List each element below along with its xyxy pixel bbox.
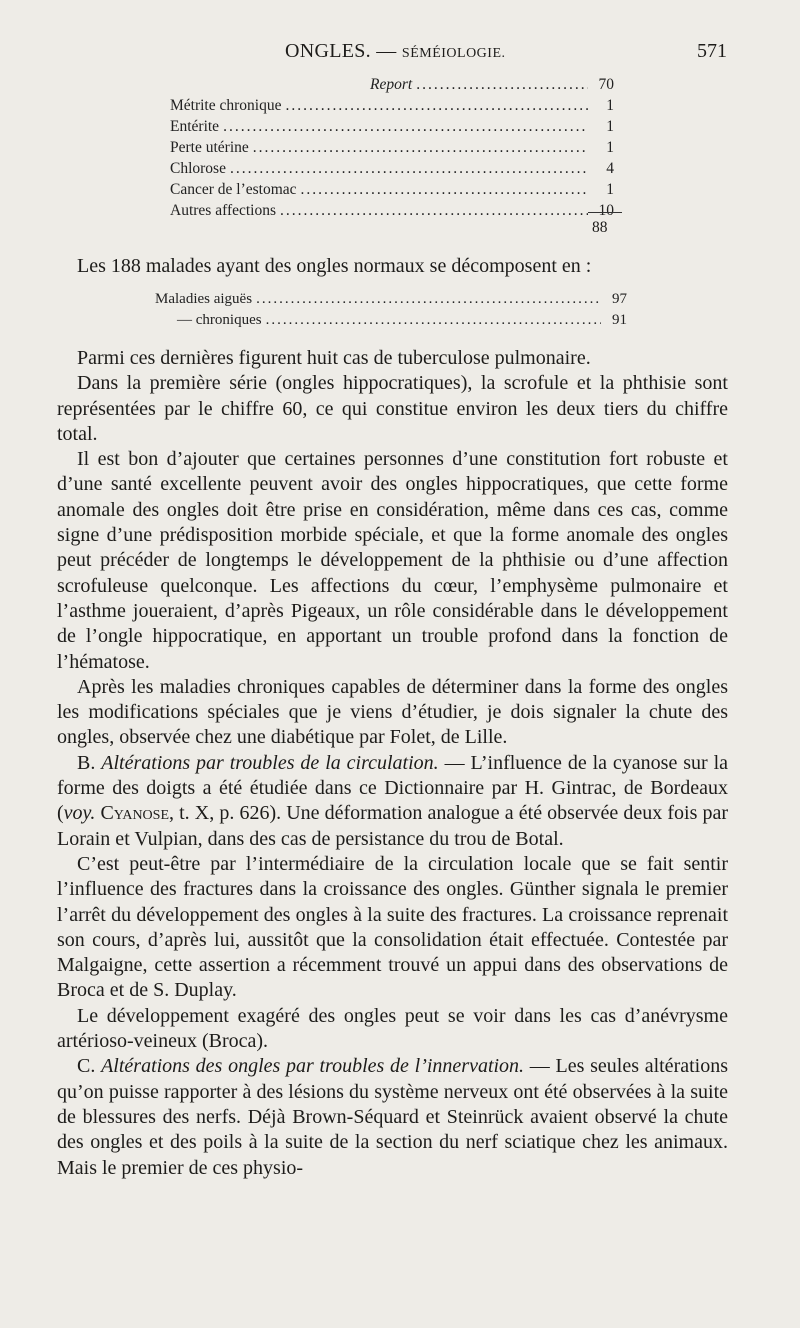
table-row: Entérite ..... 1 xyxy=(170,118,614,139)
sum-rule xyxy=(588,212,622,213)
paragraph: Le développement exagéré des ongles peut se voir dans les cas d’anévrysme artérioso-veineux (Broca). xyxy=(57,1004,728,1053)
section-b-title: Altérations par troubles de la circulation. xyxy=(101,751,439,774)
statistics-table-2 xyxy=(155,291,627,333)
table-row: Cancer de l’estomac ..... 1 xyxy=(170,181,614,202)
paragraph: C’est peut-être par l’intermédiaire de la circulation locale que se fait sentir l’influence des fractures dans la croissance des ongles. Günther signala le premier l’arrêt du développement des ongles à la suite des fractures. La croissance reprenait son cours, d’après lui, aussitôt que la consolidation était effectuée. Contestée par Malgaigne, cette assertion a récemment trouvé un appui dans des observations de Broca et de S. Duplay. xyxy=(57,852,728,1002)
section-c-paragraph: C. Altérations des ongles par troubles de l’innervation. — Les seules altérations qu’on puisse rapporter à des lésions du système nerveux ont été observées à la suite de blessures des nerfs. Déjà Brown-Séquard et Steinrück avaient observé la chute des ongles et des poils à la suite de la section du nerf sciatique chez les animaux. Mais le premier de ces physio- xyxy=(57,1055,728,1179)
intro-line: Les 188 malades ayant des ongles normaux se décomposent en : xyxy=(77,255,592,277)
paragraph: Après les maladies chroniques capables de déterminer dans la forme des ongles les modifications spéciales que je viens d’étudier, je dois signaler la chute des ongles, observée chez une diabétique par Folet, de Lille. xyxy=(57,675,728,749)
section-b-paragraph: B. Altérations par troubles de la circulation. — L’influence de la cyanose sur la forme des doigts a été étudiée dans ce Dictionnaire par H. Gintrac, de Bordeaux (voy. Cyanose, t. X, p. 626). Une déformation analogue a été observée deux fois par Lorain et Vulpian, dans des cas de persistance du trou de Botal. xyxy=(57,751,729,850)
page-number: 571 xyxy=(697,40,727,62)
table-row: Perte utérine ..... 1 xyxy=(170,139,614,160)
table-row: Chlorose ..... 4 xyxy=(170,160,614,181)
running-title: ONGLES. — SÉMÉIOLOGIE. xyxy=(285,40,506,62)
table-total: 88 xyxy=(592,219,608,236)
paragraph: Parmi ces dernières figurent huit cas de tuberculose pulmonaire. xyxy=(77,347,591,369)
table-row: — chroniques ..... 91 xyxy=(155,312,627,333)
table-row: Métrite chronique ..... 1 xyxy=(170,97,614,118)
table-row: Autres affections ..... 10 xyxy=(170,202,614,223)
statistics-table-1 xyxy=(170,76,614,223)
paragraph: Dans la première série (ongles hippocratiques), la scrofule et la phthisie sont représentées par le chiffre 60, ce qui constitue environ les deux tiers du chiffre total. xyxy=(57,372,728,445)
paragraph: Il est bon d’ajouter que certaines personnes d’une constitution fort robuste et d’une santé excellente peuvent avoir des ongles hippocratiques, que cette forme anomale des ongles doit être prise en considération, même dans ces cas, comme signe d’une prédisposition morbide spéciale, et que la forme anomale des ongles peut précéder de longtemps le développement de la phthisie ou d’une affection scrofuleuse quelconque. Les affections du cœur, l’emphysème pulmonaire et l’asthme joueraient, d’après Pigeaux, un rôle considérable dans le développement de l’ongle hippocratique, en apportant un trouble profond dans la fonction de l’hématose. xyxy=(57,448,728,673)
table-row: Maladies aiguës ..... 97 xyxy=(155,291,627,312)
cross-reference: Cyanose xyxy=(100,802,170,825)
section-c-title: Altérations des ongles par troubles de l’innervation. xyxy=(101,1055,525,1078)
body-text xyxy=(57,346,728,1181)
report-row: Report ..... 70 xyxy=(170,76,614,97)
running-header xyxy=(57,40,727,68)
